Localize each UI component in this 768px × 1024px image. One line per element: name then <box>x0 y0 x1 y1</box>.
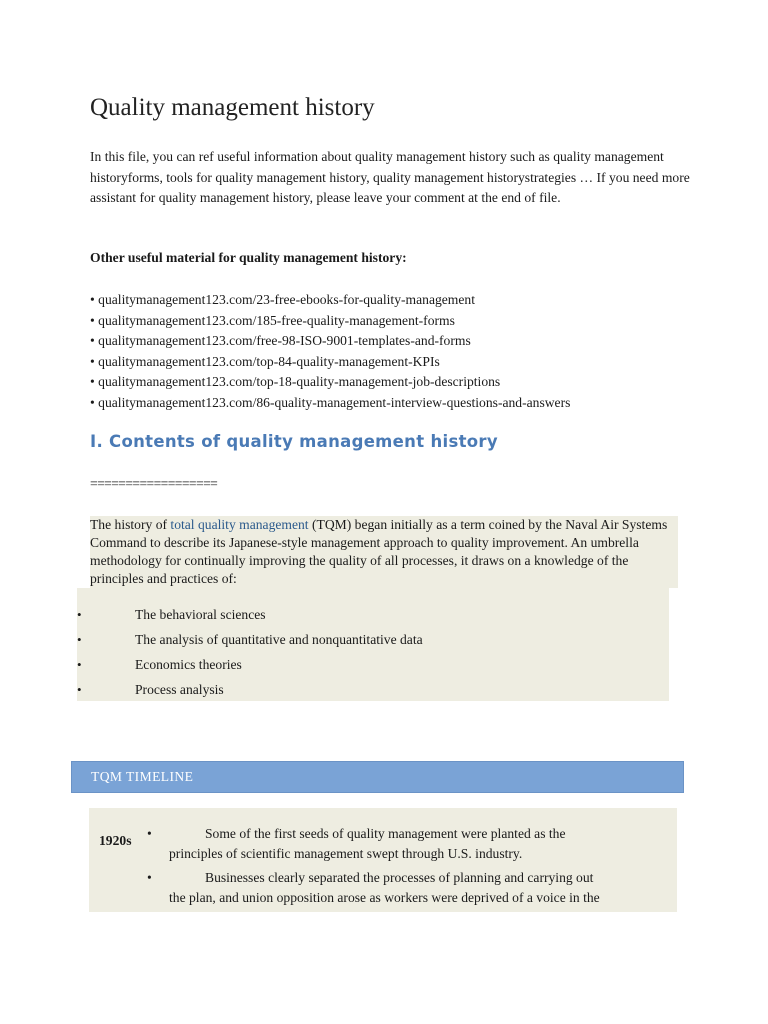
list-item: • The behavioral sciences <box>77 605 669 630</box>
resource-link[interactable]: • qualitymanagement123.com/top-84-quality-management-KPIs <box>90 352 570 373</box>
resource-link[interactable]: • qualitymanagement123.com/23-free-ebooks-for-quality-management <box>90 290 570 311</box>
decade-label: 1920s <box>99 833 132 848</box>
tqm-link[interactable]: total quality management <box>170 517 309 532</box>
page-title: Quality management history <box>90 94 375 121</box>
event-text-continued: the plan, and union opposition arose as workers were deprived of a voice in the <box>169 890 600 905</box>
tqm-timeline-header: TQM TIMELINE <box>71 761 684 793</box>
tqm-paragraph-start: The history of <box>90 517 171 532</box>
separator-line: ================== <box>90 476 218 491</box>
timeline-table <box>89 808 677 912</box>
list-item: • The analysis of quantitative and nonquantitative data <box>77 630 669 655</box>
event-text-continued: principles of scientific management swept through U.S. industry. <box>169 846 523 861</box>
list-item: • Process analysis <box>77 680 669 705</box>
disciplines-list <box>77 588 669 701</box>
timeline-event <box>147 824 667 864</box>
resource-link[interactable]: • qualitymanagement123.com/86-quality-management-interview-questions-and-answers <box>90 393 570 414</box>
timeline-event <box>147 868 667 908</box>
intro-paragraph: In this file, you can ref useful information about quality management history such as quality management historyforms, tools for quality management history, quality management historystrategies … If you need more assistant for quality management history, please leave your comment at the end of file. <box>90 149 690 206</box>
material-heading: Other useful material for quality management history: <box>90 250 407 265</box>
timeline-event-list <box>147 824 667 912</box>
tqm-paragraph-rest: (TQM) began initially as a term coined by the Naval Air Systems Command to describe its Japanese-style management approach to quality improvement. An umbrella methodology for continually improving the quality of all processes, it draws on a knowledge of the principles and practices of: <box>90 517 668 586</box>
resource-link[interactable]: • qualitymanagement123.com/top-18-quality-management-job-descriptions <box>90 372 570 393</box>
event-text: • Businesses clearly separated the processes of planning and carrying out <box>205 870 594 885</box>
event-text: • Some of the first seeds of quality management were planted as the <box>205 826 566 841</box>
resource-link-list <box>90 290 570 414</box>
tqm-history-paragraph <box>90 516 678 588</box>
resource-link[interactable]: • qualitymanagement123.com/free-98-ISO-9001-templates-and-forms <box>90 331 570 352</box>
list-item: • Economics theories <box>77 655 669 680</box>
resource-link[interactable]: • qualitymanagement123.com/185-free-quality-management-forms <box>90 311 570 332</box>
section-heading: I. Contents of quality management history <box>90 432 498 451</box>
